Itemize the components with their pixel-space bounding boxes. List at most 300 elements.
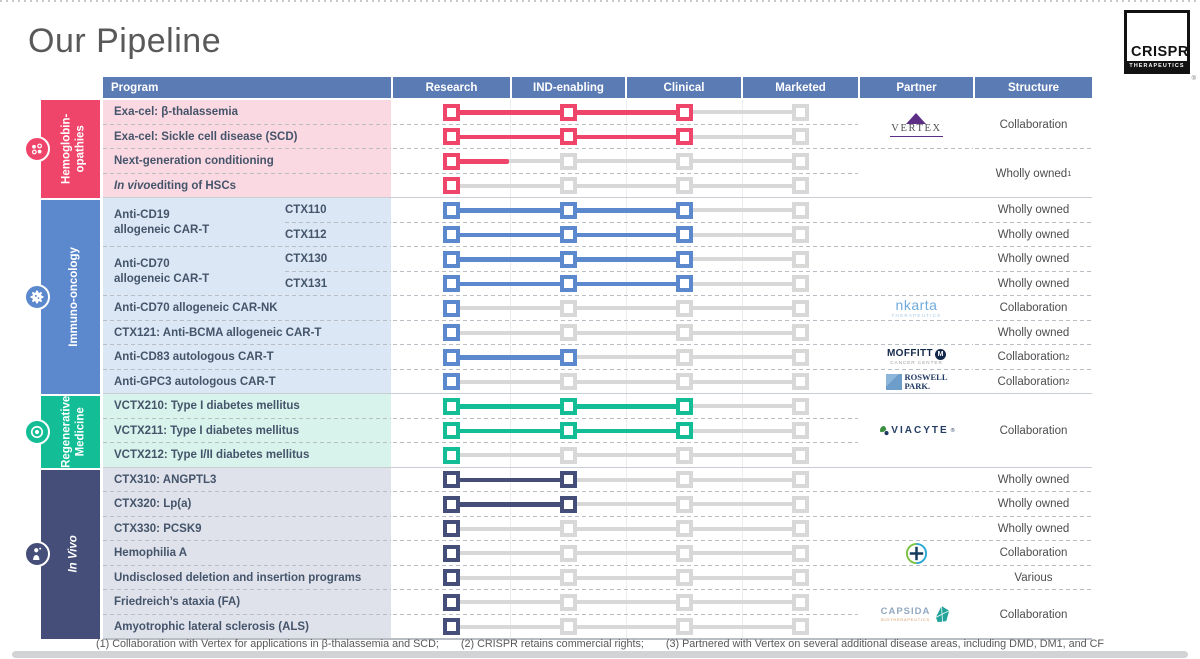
capsida-wordmark: CAPSIDA	[880, 606, 931, 618]
phase-marker-research	[443, 471, 460, 488]
structure-text: Wholly owned	[997, 277, 1070, 290]
phase-marker-ind-enabling	[560, 324, 577, 341]
phase-bar-row	[393, 125, 858, 150]
structure-in-vivo	[975, 468, 1092, 640]
nkarta-subtext: THERAPEUTICS	[891, 312, 942, 318]
person-icon	[28, 545, 46, 563]
phase-bar-row	[393, 517, 858, 542]
program-label-part: Hemophilia A	[114, 547, 188, 560]
page-title: Our Pipeline	[28, 22, 222, 60]
program-row-label	[103, 541, 391, 566]
group-label-line: Immuno-oncology	[67, 247, 80, 347]
structure-block	[975, 321, 1092, 346]
program-row-label	[103, 149, 391, 174]
phase-marker-ind-enabling	[560, 226, 577, 243]
logo-wordmark: CRISPR	[1131, 44, 1189, 60]
phase-marker-research	[443, 447, 460, 464]
program-label-part: Anti-GPC3 autologous CAR-T	[114, 375, 276, 388]
phase-marker-research	[443, 618, 460, 635]
nkarta-logo	[892, 298, 942, 318]
structure-text: Various	[1014, 571, 1053, 584]
phase-bar-row	[393, 492, 858, 517]
program-sub-label	[285, 223, 391, 248]
phase-marker-marketed	[792, 373, 809, 390]
phase-marker-research	[443, 545, 460, 562]
program-label-part: Exa-cel: β-thalassemia	[114, 106, 238, 119]
program-column-hemoglobinopathies	[103, 100, 391, 198]
partner-hemoglobinopathies	[860, 100, 973, 198]
partner-in-vivo	[860, 468, 973, 640]
footnote-1: (1) Collaboration with Vertex for applications in β-thalassemia and SCD;	[96, 638, 439, 650]
program-row-label	[103, 296, 391, 321]
partner-block	[860, 321, 973, 346]
program-row-label	[103, 125, 391, 150]
vertex-wordmark: VERTEX	[890, 123, 942, 137]
phase-marker-research	[443, 177, 460, 194]
program-span-label-line: Anti-CD70	[114, 257, 170, 270]
phase-marker-ind-enabling	[560, 520, 577, 537]
partner-block	[860, 247, 973, 272]
group-badge-immuno-oncology	[24, 284, 50, 310]
column-header-marketed: Marketed	[743, 77, 858, 98]
structure-text: Collaboration	[999, 608, 1068, 621]
capsida-logo	[881, 605, 953, 624]
phase-marker-ind-enabling	[560, 471, 577, 488]
phase-marker-research	[443, 226, 460, 243]
phase-marker-ind-enabling	[560, 177, 577, 194]
phase-marker-marketed	[792, 569, 809, 586]
structure-footnote-ref: 2	[1065, 352, 1070, 362]
program-label-part: VCTX212: Type I/II diabetes mellitus	[114, 449, 310, 462]
group-immuno-oncology	[41, 198, 1092, 394]
phase-marker-clinical	[676, 594, 693, 611]
structure-text: Collaboration	[999, 547, 1068, 560]
group-badge-in-vivo	[24, 541, 50, 567]
program-label-part: Anti-CD83 autologous CAR-T	[114, 351, 274, 364]
structure-block	[975, 272, 1092, 297]
nkarta-wordmark: nkarta	[895, 297, 938, 314]
phase-marker-clinical	[676, 300, 693, 317]
phase-marker-ind-enabling	[560, 104, 577, 121]
phase-bars-immuno-oncology	[393, 198, 858, 394]
structure-block	[975, 149, 1092, 198]
phase-track	[451, 600, 800, 604]
phase-marker-marketed	[792, 520, 809, 537]
phase-marker-marketed	[792, 324, 809, 341]
moffitt-logo	[887, 349, 946, 366]
structure-text: Collaboration	[999, 424, 1068, 437]
phase-bar-row	[393, 370, 858, 395]
group-sidebar-in-vivo	[41, 468, 100, 640]
column-header-research: Research	[393, 77, 510, 98]
structure-text: Wholly owned	[997, 522, 1070, 535]
group-label-line: Medicine	[74, 407, 87, 457]
phase-marker-marketed	[792, 153, 809, 170]
structure-hemoglobinopathies	[975, 100, 1092, 198]
phase-bars-hemoglobinopathies	[393, 100, 858, 198]
bayer-logo	[905, 542, 928, 565]
phase-marker-clinical	[676, 153, 693, 170]
phase-marker-clinical	[676, 177, 693, 194]
program-span-label-line: Anti-CD19	[114, 208, 170, 221]
structure-text: Wholly owned	[997, 473, 1070, 486]
phase-marker-clinical	[676, 496, 693, 513]
logo-subtext: THERAPEUTICS	[1127, 61, 1187, 71]
blood-cells-icon	[28, 140, 46, 158]
partner-block	[860, 100, 973, 149]
program-span-label	[114, 247, 282, 296]
moffitt-wordmark: MOFFITT	[886, 348, 934, 360]
phase-bar-row	[393, 566, 858, 591]
program-column-immuno-oncology	[103, 198, 391, 394]
program-label-part: CTX320: Lp(a)	[114, 498, 192, 511]
group-sidebar-hemoglobinopathies	[41, 100, 100, 198]
cell-swirl-icon	[28, 423, 46, 441]
partner-block	[860, 149, 973, 198]
structure-footnote-ref: 2	[1065, 377, 1070, 387]
phase-marker-marketed	[792, 251, 809, 268]
phase-marker-ind-enabling	[560, 251, 577, 268]
partner-block	[860, 296, 973, 321]
structure-block	[975, 345, 1092, 370]
viacyte-leaf-icon	[878, 425, 889, 436]
phase-marker-clinical	[676, 569, 693, 586]
roswell-emblem-icon	[886, 374, 902, 390]
phase-bar-row	[393, 615, 858, 640]
program-label-part: VCTX211: Type I diabetes mellitus	[114, 424, 300, 437]
structure-block	[975, 492, 1092, 517]
phase-bar-row	[393, 394, 858, 419]
structure-block	[975, 100, 1092, 149]
partner-block	[860, 566, 973, 591]
structure-block	[975, 370, 1092, 395]
program-label-part: VCTX210: Type I diabetes mellitus	[114, 400, 300, 413]
phase-marker-clinical	[676, 128, 693, 145]
footnotes	[0, 638, 1200, 650]
program-sub-label-text: CTX110	[285, 204, 327, 217]
program-row-label	[103, 468, 391, 493]
phase-track	[451, 453, 800, 457]
phase-progress-line	[451, 478, 568, 483]
program-label-part: Next-generation conditioning	[114, 155, 274, 168]
column-header-program: Program	[103, 77, 391, 98]
partner-block	[860, 198, 973, 223]
phase-marker-marketed	[792, 594, 809, 611]
group-label-line: In Vivo	[67, 535, 80, 573]
structure-text: Wholly owned	[997, 204, 1070, 217]
phase-track	[451, 576, 800, 580]
structure-text: Collaboration	[999, 118, 1068, 131]
footnote-3: (3) Partnered with Vertex on several additional disease areas, including DMD, DM1, and CF	[665, 638, 1104, 650]
phase-marker-research	[443, 349, 460, 366]
group-sidebar-immuno-oncology	[41, 198, 100, 394]
phase-bar-row	[393, 541, 858, 566]
group-label-immuno-oncology	[68, 247, 82, 347]
viacyte-wordmark: VIACYTE	[891, 425, 949, 437]
phase-progress-line	[451, 159, 509, 164]
phase-marker-research	[443, 128, 460, 145]
program-row-label	[103, 321, 391, 346]
phase-marker-research	[443, 300, 460, 317]
partner-regenerative-medicine	[860, 394, 973, 468]
phase-bar-row	[393, 247, 858, 272]
pipeline-body	[41, 100, 1092, 639]
group-label-in-vivo	[68, 536, 82, 573]
capsida-crystal-icon	[933, 605, 952, 624]
program-row-label	[103, 394, 391, 419]
phase-marker-ind-enabling	[560, 128, 577, 145]
phase-marker-clinical	[676, 104, 693, 121]
phase-marker-marketed	[792, 275, 809, 292]
group-label-hemoglobinopathies	[61, 114, 89, 184]
phase-bar-row	[393, 149, 858, 174]
roswell-wordmark-2: PARK.	[904, 380, 931, 391]
program-row-label	[103, 370, 391, 395]
phase-marker-clinical	[676, 226, 693, 243]
partner-block	[860, 394, 973, 468]
phase-marker-marketed	[792, 202, 809, 219]
phase-track	[451, 551, 800, 555]
phase-marker-ind-enabling	[560, 373, 577, 390]
phase-bar-row	[393, 590, 858, 615]
structure-block	[975, 517, 1092, 542]
structure-block	[975, 247, 1092, 272]
phase-marker-marketed	[792, 422, 809, 439]
phase-marker-clinical	[676, 324, 693, 341]
structure-block	[975, 223, 1092, 248]
phase-marker-clinical	[676, 275, 693, 292]
phase-marker-clinical	[676, 349, 693, 366]
phase-marker-ind-enabling	[560, 202, 577, 219]
pipeline-table	[41, 77, 1092, 643]
phase-bar-row	[393, 443, 858, 468]
phase-marker-marketed	[792, 300, 809, 317]
program-span-label	[114, 198, 282, 247]
program-sub-label-text: CTX112	[285, 228, 327, 241]
phase-marker-clinical	[676, 471, 693, 488]
structure-text: Wholly owned	[997, 326, 1070, 339]
phase-marker-clinical	[676, 251, 693, 268]
phase-track	[451, 527, 800, 531]
column-header-ind-enabling: IND-enabling	[512, 77, 625, 98]
program-sub-label	[285, 247, 391, 272]
partner-block	[860, 272, 973, 297]
group-sidebar-regenerative-medicine	[41, 394, 100, 468]
phase-bars-regenerative-medicine	[393, 394, 858, 468]
phase-marker-ind-enabling	[560, 153, 577, 170]
structure-block	[975, 566, 1092, 591]
group-label-line: opathies	[74, 125, 87, 173]
phase-marker-ind-enabling	[560, 569, 577, 586]
phase-marker-clinical	[676, 520, 693, 537]
phase-marker-ind-enabling	[560, 496, 577, 513]
phase-bars-in-vivo	[393, 468, 858, 640]
structure-block	[975, 198, 1092, 223]
phase-marker-marketed	[792, 226, 809, 243]
phase-marker-clinical	[676, 447, 693, 464]
program-label-part: editing of HSCs	[150, 179, 237, 192]
structure-footnote-ref: 1	[1067, 169, 1072, 178]
phase-bar-row	[393, 296, 858, 321]
structure-block	[975, 468, 1092, 493]
structure-text: Collaboration	[997, 351, 1066, 364]
phase-marker-ind-enabling	[560, 545, 577, 562]
group-label-line: Hemoglobin-	[60, 113, 73, 185]
partner-block	[860, 492, 973, 517]
phase-bar-row	[393, 223, 858, 248]
phase-bar-row	[393, 468, 858, 493]
phase-marker-research	[443, 251, 460, 268]
phase-marker-clinical	[676, 545, 693, 562]
phase-marker-clinical	[676, 202, 693, 219]
partner-block	[860, 541, 973, 566]
phase-marker-research	[443, 496, 460, 513]
structure-text: Wholly owned	[997, 253, 1070, 266]
program-label-part: Undisclosed deletion and insertion programs	[114, 571, 362, 584]
partner-block	[860, 590, 973, 639]
group-label-regenerative-medicine	[61, 396, 89, 468]
phase-marker-marketed	[792, 447, 809, 464]
program-row-label	[103, 590, 391, 615]
tumor-cell-icon	[28, 288, 46, 306]
phase-track	[451, 331, 800, 335]
phase-marker-research	[443, 520, 460, 537]
structure-text: Wholly owned	[997, 498, 1070, 511]
program-sub-label	[285, 198, 391, 223]
structure-text: Collaboration	[999, 302, 1068, 315]
program-sub-label	[285, 272, 391, 297]
group-in-vivo	[41, 468, 1092, 640]
partner-block	[860, 223, 973, 248]
phase-marker-marketed	[792, 349, 809, 366]
phase-marker-ind-enabling	[560, 447, 577, 464]
moffitt-m-icon: M	[935, 349, 946, 360]
viacyte-registered-mark: ®	[950, 427, 955, 434]
phase-marker-research	[443, 104, 460, 121]
phase-track	[451, 306, 800, 310]
phase-marker-research	[443, 594, 460, 611]
program-sub-label-text: CTX130	[285, 253, 328, 266]
group-hemoglobinopathies	[41, 100, 1092, 198]
footnote-2: (2) CRISPR retains commercial rights;	[460, 638, 644, 650]
program-label-part: Anti-CD70 allogeneic CAR-NK	[114, 302, 278, 315]
column-header-structure: Structure	[975, 77, 1092, 98]
phase-marker-clinical	[676, 618, 693, 635]
phase-marker-marketed	[792, 618, 809, 635]
phase-bar-row	[393, 198, 858, 223]
phase-marker-research	[443, 275, 460, 292]
structure-block	[975, 541, 1092, 566]
structure-regenerative-medicine	[975, 394, 1092, 468]
program-label-part: CTX121: Anti-BCMA allogeneic CAR-T	[114, 326, 322, 339]
vertex-logo	[890, 113, 942, 137]
structure-immuno-oncology	[975, 198, 1092, 394]
column-header-clinical: Clinical	[627, 77, 741, 98]
program-label-part: In vivo	[114, 179, 151, 192]
program-row-label	[103, 174, 391, 199]
group-regenerative-medicine	[41, 394, 1092, 468]
phase-bar-row	[393, 272, 858, 297]
phase-bar-row	[393, 345, 858, 370]
structure-text: Wholly owned	[997, 228, 1070, 241]
moffitt-subtext: CANCER CENTER	[890, 360, 943, 366]
phase-marker-clinical	[676, 373, 693, 390]
partner-block	[860, 345, 973, 370]
group-badge-hemoglobinopathies	[24, 136, 50, 162]
program-label-part: CTX310: ANGPTL3	[114, 473, 217, 486]
partner-block	[860, 517, 973, 542]
roswell-park-logo	[886, 373, 948, 391]
program-row-label	[103, 492, 391, 517]
phase-marker-ind-enabling	[560, 398, 577, 415]
phase-marker-research	[443, 202, 460, 219]
phase-marker-marketed	[792, 398, 809, 415]
program-column-regenerative-medicine	[103, 394, 391, 468]
partner-immuno-oncology	[860, 198, 973, 394]
phase-marker-marketed	[792, 496, 809, 513]
program-row-label	[103, 517, 391, 542]
phase-marker-clinical	[676, 398, 693, 415]
group-label-line: Regenerative	[60, 395, 73, 468]
phase-marker-marketed	[792, 128, 809, 145]
phase-progress-line	[451, 502, 568, 507]
crispr-therapeutics-logo	[1124, 10, 1190, 74]
viacyte-logo	[878, 425, 954, 436]
program-label-part: Friedreich’s ataxia (FA)	[114, 596, 241, 609]
column-header-partner: Partner	[860, 77, 973, 98]
phase-track	[451, 380, 800, 384]
program-row-label	[103, 615, 391, 640]
phase-marker-ind-enabling	[560, 349, 577, 366]
phase-marker-marketed	[792, 471, 809, 488]
phase-marker-ind-enabling	[560, 275, 577, 292]
phase-marker-research	[443, 422, 460, 439]
phase-marker-research	[443, 569, 460, 586]
structure-text: Wholly owned	[995, 167, 1068, 180]
partner-block	[860, 468, 973, 493]
structure-block	[975, 296, 1092, 321]
program-row-label	[103, 100, 391, 125]
phase-marker-research	[443, 398, 460, 415]
structure-text: Collaboration	[997, 375, 1066, 388]
structure-block	[975, 394, 1092, 468]
phase-marker-ind-enabling	[560, 422, 577, 439]
program-span-label-line: allogeneic CAR-T	[114, 223, 210, 236]
program-label-part: CTX330: PCSK9	[114, 522, 202, 535]
program-span-label-line: allogeneic CAR-T	[114, 272, 210, 285]
bayer-cross-icon	[905, 542, 928, 565]
phase-marker-ind-enabling	[560, 594, 577, 611]
registered-mark: ®	[1191, 76, 1196, 82]
phase-bar-row	[393, 174, 858, 199]
program-label-part: Exa-cel: Sickle cell disease (SCD)	[114, 130, 298, 143]
program-row-label	[103, 345, 391, 370]
program-label-part: Amyotrophic lateral sclerosis (ALS)	[114, 620, 309, 633]
phase-marker-marketed	[792, 177, 809, 194]
phase-marker-marketed	[792, 545, 809, 562]
scrollbar-thumb[interactable]	[12, 651, 1188, 658]
program-row-label	[103, 566, 391, 591]
phase-marker-marketed	[792, 104, 809, 121]
phase-bar-row	[393, 100, 858, 125]
phase-track	[451, 625, 800, 629]
structure-block	[975, 590, 1092, 639]
group-badge-regenerative-medicine	[24, 419, 50, 445]
capsida-subtext: BIOTHERAPEUTICS	[881, 617, 930, 623]
phase-marker-clinical	[676, 422, 693, 439]
phase-marker-ind-enabling	[560, 618, 577, 635]
roswell-wordmark: ROSWELL	[904, 371, 948, 382]
